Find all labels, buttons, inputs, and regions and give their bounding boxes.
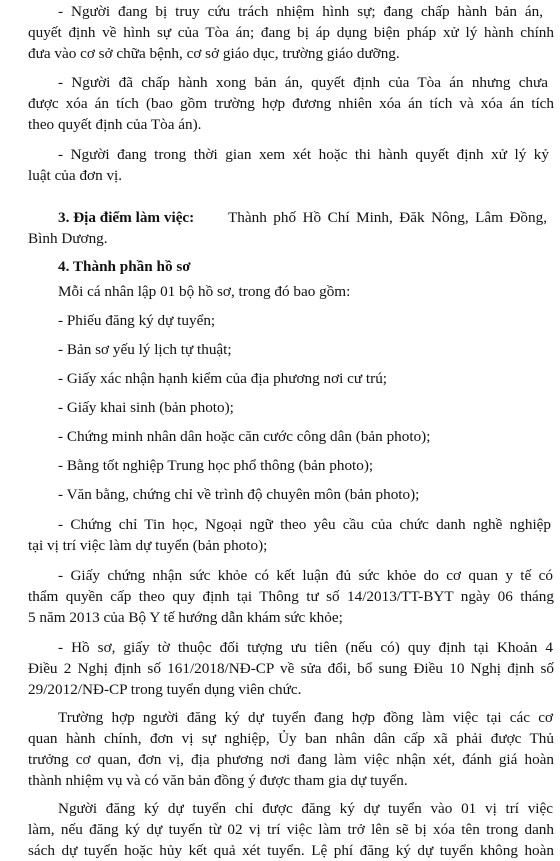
text-line: thẩm quyền cấp theo quy định tại Thông tư số 14/2013/TT-BYT ngày 06 tháng [28,588,554,605]
list-item: - Bằng tốt nghiệp Trung học phổ thông (bản photo); [58,457,374,474]
text-line: quyết định về hình sự của Tòa án; đang bị áp dụng biện pháp xử lý hành chính [28,24,554,41]
text-line: thành nhiệm vụ và có văn bản đồng ý được tham gia dự tuyển. [28,772,408,789]
list-item: - Chứng chỉ Tin học, Ngoại ngữ theo yêu cầu của chức danh nghề nghiệp [58,516,551,533]
text-line: làm, nếu đăng ký dự tuyển từ 02 vị trí việc làm trở lên sẽ bị xóa tên trong danh [28,821,554,838]
text-line: được xóa án tích (bao gồm trường hợp đương nhiên xóa án tích và xóa án tích [28,95,554,112]
text-line: - Người đang trong thời gian xem xét hoặc thi hành quyết định xử lý kỷ [58,146,549,163]
list-item: - Phiếu đăng ký dự tuyển; [58,312,216,329]
text-line: Người đăng ký dự tuyển chỉ được đăng ký dự tuyển vào 01 vị trí việc [58,800,553,817]
text-line: 5 năm 2013 của Bộ Y tế hướng dẫn khám sức khỏe; [28,609,343,626]
list-item: - Giấy chứng nhận sức khỏe có kết luận đủ sức khỏe do cơ quan y tế có [58,567,553,584]
list-item: - Giấy khai sinh (bản photo); [58,399,234,416]
text-line: - Người đang bị truy cứu trách nhiệm hình sự; đang chấp hành bản án, [58,3,543,20]
text-line: đưa vào cơ sở chữa bệnh, cơ sở giáo dục, trường giáo dưỡng. [28,45,400,62]
text-line: Trường hợp người đăng ký dự tuyển đang hợp đồng làm việc tại các cơ [58,709,553,726]
text-line: Điều 2 Nghị định số 161/2018/NĐ-CP về sửa đổi, bổ sung Điều 10 Nghị định số [28,660,554,677]
text-line: Mỗi cá nhân lập 01 bộ hồ sơ, trong đó bao gồm: [58,283,351,300]
text-line: Thành phố Hồ Chí Minh, Đăk Nông, Lâm Đồng, [228,209,547,226]
list-item: - Giấy xác nhận hạnh kiểm của địa phương nơi cư trú; [58,370,388,387]
text-line: trưởng cơ quan, đơn vị, địa phương nơi đang làm việc nhận xét, đánh giá hoàn [28,751,554,768]
list-item: - Văn bằng, chứng chỉ về trình độ chuyên môn (bản photo); [58,486,420,503]
list-item: - Bản sơ yếu lý lịch tự thuật; [58,341,232,358]
text-line: tại vị trí việc làm dự tuyển (bản photo); [28,537,268,554]
text-line: sách dự tuyển hoặc hủy kết quả xét tuyển. Lệ phí đăng ký dự tuyển không hoàn [28,842,554,859]
text-line: theo quyết định của Tòa án). [28,116,202,133]
section-heading: 3. Địa điểm làm việc: [58,209,195,226]
text-line: 29/2012/NĐ-CP trong tuyển dụng viên chức. [28,681,302,698]
section-heading: 4. Thành phần hồ sơ [58,258,191,275]
list-item: - Chứng minh nhân dân hoặc căn cước công dân (bản photo); [58,428,431,445]
list-item: - Hồ sơ, giấy tờ thuộc đối tượng ưu tiên (nếu có) quy định tại Khoản 4 [58,639,553,656]
text-line: quan hành chính, đơn vị sự nghiệp, Ủy ban nhân dân cấp xã phải được Thủ [28,730,554,747]
text-line: luật của đơn vị. [28,167,123,184]
text-line: Bình Dương. [28,230,108,247]
text-line: - Người đã chấp hành xong bản án, quyết định của Tòa án nhưng chưa [58,74,548,91]
